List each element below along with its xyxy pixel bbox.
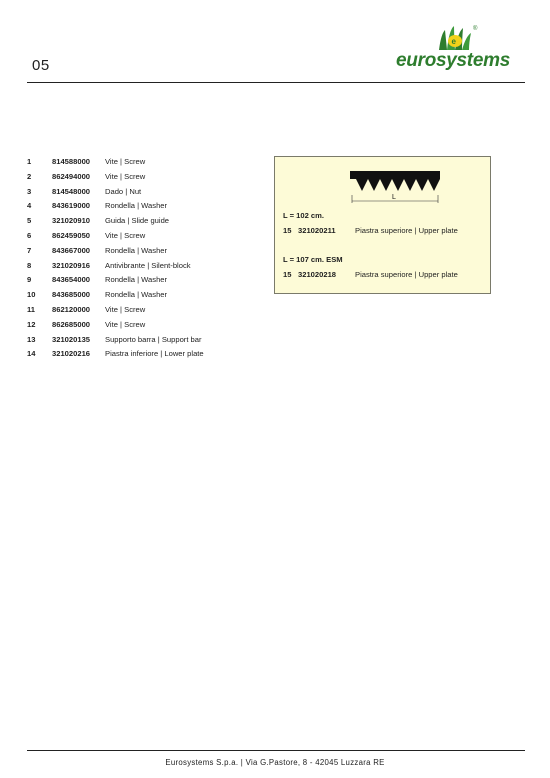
part-row xyxy=(27,185,267,200)
variant2-num: 15 xyxy=(283,270,292,279)
part-code: 321020916 xyxy=(52,260,91,270)
part-code: 321020216 xyxy=(52,349,91,359)
part-num: 14 xyxy=(27,349,36,359)
part-num: 8 xyxy=(27,260,32,270)
brand-logo xyxy=(380,24,526,76)
part-code: 321020135 xyxy=(52,334,91,344)
part-row xyxy=(27,155,267,170)
part-desc: Supporto barra | Support bar xyxy=(105,334,202,344)
header-divider xyxy=(27,82,525,83)
part-desc: Rondella | Washer xyxy=(105,201,168,211)
variant1-num: 15 xyxy=(283,226,292,235)
part-row xyxy=(27,318,267,333)
variant2-desc: Piastra superiore | Upper plate xyxy=(355,270,458,279)
page-number: 05 xyxy=(32,57,50,74)
part-code: 814588000 xyxy=(52,157,91,166)
part-code: 862120000 xyxy=(52,304,91,314)
part-desc: Dado | Nut xyxy=(105,186,142,196)
part-desc: Vite | Screw xyxy=(105,319,146,329)
part-num: 13 xyxy=(27,334,36,344)
footer-divider xyxy=(27,750,525,751)
part-row xyxy=(27,288,267,303)
part-desc: Vite | Screw xyxy=(105,157,146,166)
part-row xyxy=(27,170,267,185)
part-desc: Rondella | Washer xyxy=(105,275,168,285)
part-code: 862685000 xyxy=(52,319,91,329)
logo-leaf-icon xyxy=(435,24,478,52)
part-desc: Rondella | Washer xyxy=(105,245,168,255)
part-desc: Vite | Screw xyxy=(105,304,146,314)
part-num: 12 xyxy=(27,319,36,329)
part-row xyxy=(27,347,267,362)
part-code: 321020910 xyxy=(52,216,91,226)
part-code: 862459050 xyxy=(52,230,91,240)
part-row xyxy=(27,229,267,244)
part-row xyxy=(27,259,267,274)
footer-address: Eurosystems S.p.a. | Via G.Pastore, 8 - 42045 Luzzara RE xyxy=(165,758,385,767)
part-desc: Rondella | Washer xyxy=(105,290,168,300)
part-code: 843619000 xyxy=(52,201,91,211)
diagram-length-label: L xyxy=(392,194,396,201)
svg-text:e: e xyxy=(451,37,456,46)
part-code: 843685000 xyxy=(52,290,91,300)
part-row xyxy=(27,244,267,259)
logo-wordmark: eurosystems xyxy=(396,50,510,71)
part-num: 1 xyxy=(27,157,32,166)
logo-registered-mark: ® xyxy=(473,26,478,32)
variant1-code: 321020211 xyxy=(298,226,336,235)
part-num: 9 xyxy=(27,275,32,285)
part-num: 3 xyxy=(27,186,32,196)
part-num: 7 xyxy=(27,245,32,255)
parts-list xyxy=(27,155,267,362)
part-code: 843667000 xyxy=(52,245,91,255)
part-num: 10 xyxy=(27,290,36,300)
variant1-desc: Piastra superiore | Upper plate xyxy=(355,226,458,235)
variant2-code: 321020218 xyxy=(298,270,337,279)
part-desc: Piastra inferiore | Lower plate xyxy=(105,349,204,359)
variant2-row xyxy=(283,270,458,279)
part-num: 5 xyxy=(27,216,32,226)
part-row xyxy=(27,303,267,318)
variant1-row xyxy=(283,226,458,235)
part-desc: Guida | Slide guide xyxy=(105,216,170,226)
variant1-heading: L = 102 cm. xyxy=(283,211,325,220)
part-num: 11 xyxy=(27,304,36,314)
plate-variants-box xyxy=(274,156,491,294)
part-code: 814548000 xyxy=(52,186,91,196)
part-desc: Vite | Screw xyxy=(105,171,146,181)
part-row xyxy=(27,273,267,288)
variant2-heading: L = 107 cm. ESM xyxy=(283,255,343,264)
part-code: 862494000 xyxy=(52,171,91,181)
part-desc: Antivibrante | Silent-block xyxy=(105,260,191,270)
part-row xyxy=(27,333,267,348)
belt-diagram xyxy=(345,165,445,205)
part-num: 6 xyxy=(27,230,32,240)
part-num: 4 xyxy=(27,201,32,211)
part-row xyxy=(27,214,267,229)
part-num: 2 xyxy=(27,171,32,181)
part-code: 843654000 xyxy=(52,275,91,285)
part-desc: Vite | Screw xyxy=(105,230,146,240)
part-row xyxy=(27,199,267,214)
